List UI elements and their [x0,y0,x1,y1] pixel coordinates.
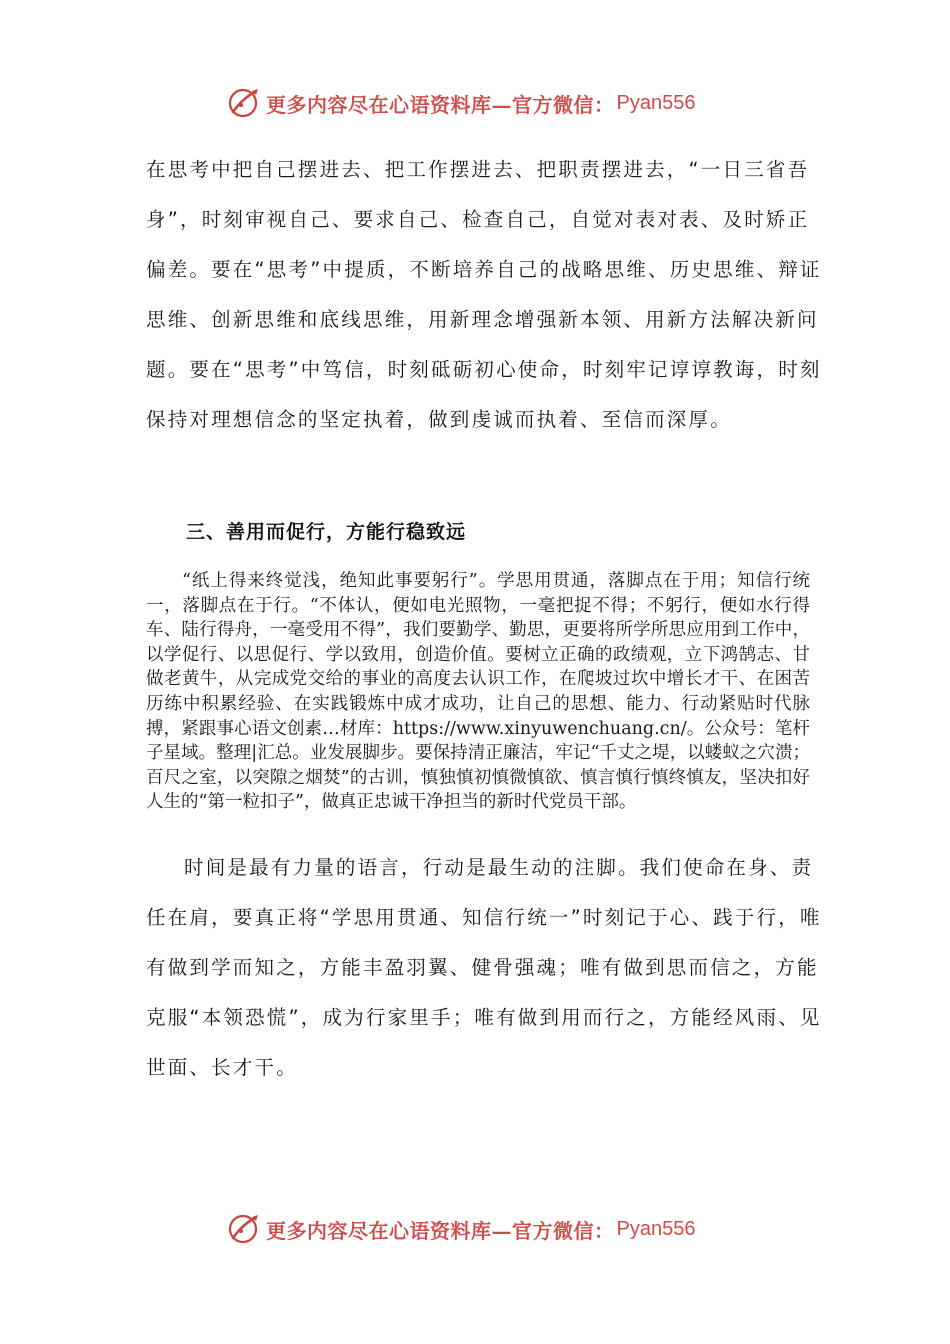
body-paragraph-2: “纸上得来终觉浅，绝知此事要躬行”。学思用贯通，落脚点在于用；知信行统一，落脚点在于行。“不体认，便如电光照物，一毫把捉不得；不躬行，便如水行得车、陆行得舟，一毫受用不得”，我们要勤学、勤思，更要将所学所思应用到工作中，以学促行、以思促行、学以致用，创造价值。要树立正确的政绩观，立下鸿鹄志、甘做老黄牛，从完成党交给的事业的高度去认识工作，在爬坡过坎中增长才干、在困苦历练中积累经验、在实践锻炼中成才成功，让自己的思想、能力、行动紧贴时代脉搏，紧跟事心语文创素…材库：https://www.xinyuwenchuang.cn/。公众号：笔杆子星域。整理|汇总。业发展脚步。要保持清正廉洁，牢记“千丈之堤，以蝼蚁之穴溃；百尺之室，以突隙之烟焚”的古训，慎独慎初慎微慎欲、慎言慎行慎终慎友，坚决扣好人生的“第一粒扣子”，做真正忠诚干净担当的新时代党员干部。 [146,571,810,813]
pen-nib-logo-icon [226,85,262,121]
body-paragraph-1: 在思考中把自己摆进去、把工作摆进去、把职责摆进去，“一日三省吾身”，时刻审视自己、要求自己、检查自己，自觉对表对表、及时矫正偏差。要在“思考”中提质，不断培养自己的战略思维、历史思维、辩证思维、创新思维和底线思维，用新理念增强新本领、用新方法解决新问题。要在“思考”中笃信，时刻砥砺初心使命，时刻牢记谆谆教诲，时刻保持对理想信念的坚定执着，做到虔诚而执着、至信而深厚。 [146,158,822,431]
header-banner [226,82,695,124]
banner-wechat-id: Pyan556 [616,91,696,114]
banner-text: 更多内容尽在心语资料库—官方微信： [266,92,615,117]
pen-nib-logo-icon [226,1211,262,1247]
banner-wechat-id: Pyan556 [616,1217,696,1240]
section-heading-3: 三、善用而促行，方能行稳致远 [186,521,467,543]
body-paragraph-3: 时间是最有力量的语言，行动是最生动的注脚。我们使命在身、责任在肩，要真正将“学思用贯通、知信行统一”时刻记于心、践于行，唯有做到学而知之，方能丰盈羽翼、健骨强魂；唯有做到思而信之，方能克服“本领恐慌”，成为行家里手；唯有做到用而行之，方能经风雨、见世面、长才干。 [146,856,822,1079]
footer-banner [226,1208,695,1250]
banner-text: 更多内容尽在心语资料库—官方微信： [266,1218,615,1243]
